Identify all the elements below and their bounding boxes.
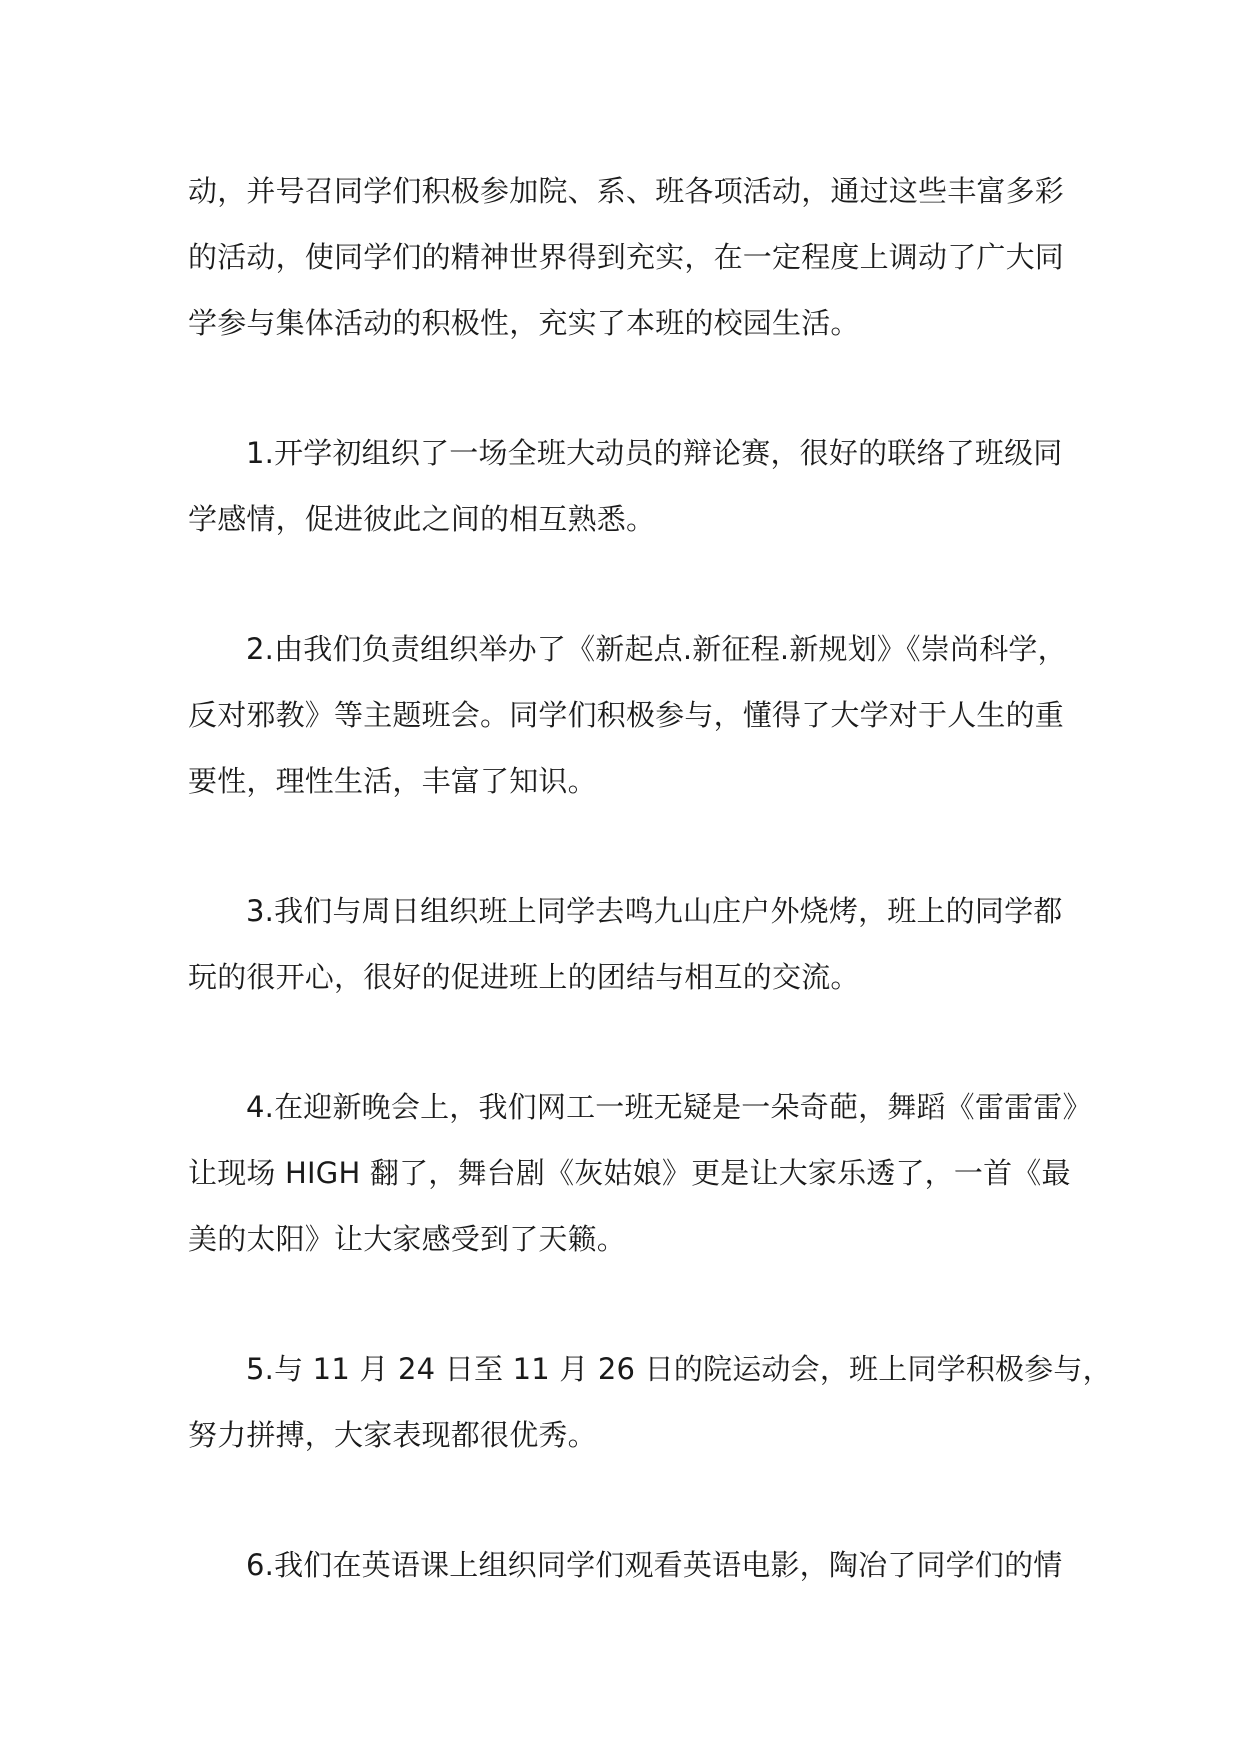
paragraph-spacer bbox=[188, 1010, 1068, 1074]
paragraph-item-1 bbox=[188, 420, 1068, 552]
paragraph-line: 玩的很开心，很好的促进班上的团结与相互的交流。 bbox=[188, 960, 860, 994]
paragraph-line: 6.我们在英语课上组织同学们观看英语电影，陶冶了同学们的情 bbox=[246, 1548, 1063, 1582]
paragraph-spacer bbox=[188, 1468, 1068, 1532]
paragraph-line: 5.与 11 月 24 日至 11 月 26 日的院运动会，班上同学积极参与， bbox=[246, 1352, 1112, 1386]
paragraph-item-5 bbox=[188, 1336, 1112, 1468]
paragraph-line: 美的太阳》让大家感受到了天籁。 bbox=[188, 1222, 627, 1256]
paragraph-line: 反对邪教》等主题班会。同学们积极参与，懂得了大学对于人生的重 bbox=[188, 698, 1065, 732]
paragraph-item-3 bbox=[188, 878, 1068, 1010]
paragraph-line: 1.开学初组织了一场全班大动员的辩论赛，很好的联络了班级同 bbox=[246, 436, 1063, 470]
paragraph-line: 4.在迎新晚会上，我们网工一班无疑是一朵奇葩，舞蹈《雷雷雷》 bbox=[246, 1090, 1092, 1124]
paragraph-item-6 bbox=[188, 1532, 1068, 1598]
paragraph-item-2 bbox=[188, 616, 1068, 814]
document-body bbox=[188, 158, 1112, 1598]
paragraph-item-4 bbox=[188, 1074, 1092, 1272]
paragraph-line: 3.我们与周日组织班上同学去鸣九山庄户外烧烤，班上的同学都 bbox=[246, 894, 1063, 928]
paragraph-spacer bbox=[188, 1272, 1068, 1336]
paragraph-line: 2.由我们负责组织举办了《新起点.新征程.新规划》《崇尚科学， bbox=[246, 632, 1067, 666]
paragraph-line: 努力拼搏，大家表现都很优秀。 bbox=[188, 1418, 597, 1452]
paragraph-line: 学感情，促进彼此之间的相互熟悉。 bbox=[188, 502, 656, 536]
paragraph-spacer bbox=[188, 552, 1068, 616]
paragraph-spacer bbox=[188, 814, 1068, 878]
paragraph-spacer bbox=[188, 356, 1068, 420]
paragraph-line: 学参与集体活动的积极性，充实了本班的校园生活。 bbox=[188, 306, 860, 340]
paragraph-line: 要性，理性生活，丰富了知识。 bbox=[188, 764, 597, 798]
paragraph-line: 动，并号召同学们积极参加院、系、班各项活动，通过这些丰富多彩 bbox=[188, 174, 1065, 208]
paragraph-intro bbox=[188, 158, 1068, 356]
paragraph-line: 的活动，使同学们的精神世界得到充实，在一定程度上调动了广大同 bbox=[188, 240, 1065, 274]
paragraph-line: 让现场 HIGH 翻了，舞台剧《灰姑娘》更是让大家乐透了，一首《最 bbox=[188, 1156, 1071, 1190]
